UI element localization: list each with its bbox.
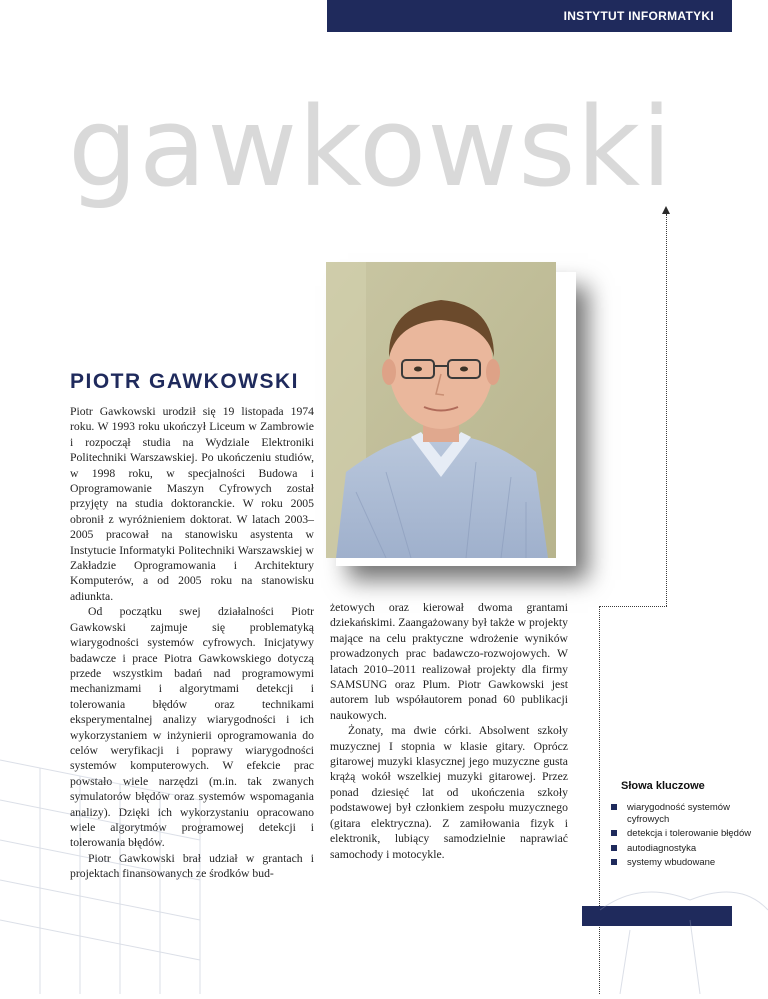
arrow-up-icon <box>662 206 670 214</box>
keyword-item: detekcja i tolerowanie błędów <box>607 828 765 840</box>
bio-paragraph: Od początku swej działalności Piotr Gawkowski zajmuje się problematyką wiarygodności systemów cyfrowych. Inicjatywy badawcze i prace Piotra Gawkowskiego dotyczą przede wszystkim badań nad programowymi mechanizmami i algorytmami detekcji i tolerowania błędów oraz technikami eksperymentalnej analizy wiarygodności i ich wykorzystaniem w inżynierii oprogramowania do celów weryfikacji i poprawy wiarygodności systemów komputerowych. W efekcie prac powstało wiele narzędzi (m.in. tak zwanych symulatorów błędów oraz systemów wspomagania analizy). Dzięki ich wykorzystaniu opracowano wiele algorytmów programowej detekcji i tolerowania błędów. <box>70 605 314 850</box>
portrait-photo <box>326 262 556 558</box>
keyword-item: systemy wbudowane <box>607 857 765 869</box>
bio-paragraph: Piotr Gawkowski urodził się 19 listopada 1974 roku. W 1993 roku ukończył Liceum w Zambrowie i rozpoczął studia na Wydziale Elektroniki Politechniki Warszawskiej. Po ukończeniu studiów, w 1998 roku, w specjalności Budowa i Oprogramowanie Maszyn Cyfrowych został przyjęty na studia doktoranckie. W roku 2005 obronił z wyróżnieniem doktorat. W latach 2003–2005 pracował na stanowisku asystenta w Instytucie Informatyki Politechniki Warszawskiej w Zakładzie Oprogramowania i Architektury Komputerów, a od 2005 roku na stanowisku adiunkta. <box>70 405 314 603</box>
institute-label: INSTYTUT INFORMATYKI <box>563 9 714 23</box>
big-surname-heading: gawkowski <box>68 83 673 211</box>
keyword-item: autodiagnostyka <box>607 843 765 855</box>
dotted-connector-vertical <box>666 214 667 606</box>
bio-paragraph: Piotr Gawkowski brał udział w grantach i projektach finansowanych ze środków bud- <box>70 851 314 881</box>
person-name-title: PIOTR GAWKOWSKI <box>70 370 299 393</box>
bio-paragraph: Żonaty, ma dwie córki. Absolwent szkoły muzycznej I stopnia w klasie gitary. Oprócz gitarowej muzyki klasycznej jego muzyczne gusta krążą wokół wszelkiej muzyki gitarowej. Przez ponad dziesięć lat od ukończenia szkoły podstawowej był członkiem zespołu muzycznego (gitara elektryczna). Z zamiłowania fizyk i elektronik, lubiący samodzielnie naprawiać samochody i motocykle. <box>330 724 568 861</box>
keywords-title: Słowa kluczowe <box>621 780 705 792</box>
bio-paragraph: żetowych oraz kierował dwoma grantami dziekańskimi. Zaangażowany był także w projekty mające na celu praktyczne wdrożenie wyników prowadzonych prac badawczo-rozwojowych. W latach 2010–2011 realizował projekty dla firmy SAMSUNG oraz Plum. Piotr Gawkowski jest autorem lub współautorem ponad 60 publikacji naukowych. <box>330 601 568 722</box>
dotted-connector-horizontal <box>599 606 667 607</box>
header-bar <box>327 0 732 32</box>
keyword-item: wiarygodność systemów cyfrowych <box>607 802 765 825</box>
building-watermark <box>0 640 768 994</box>
